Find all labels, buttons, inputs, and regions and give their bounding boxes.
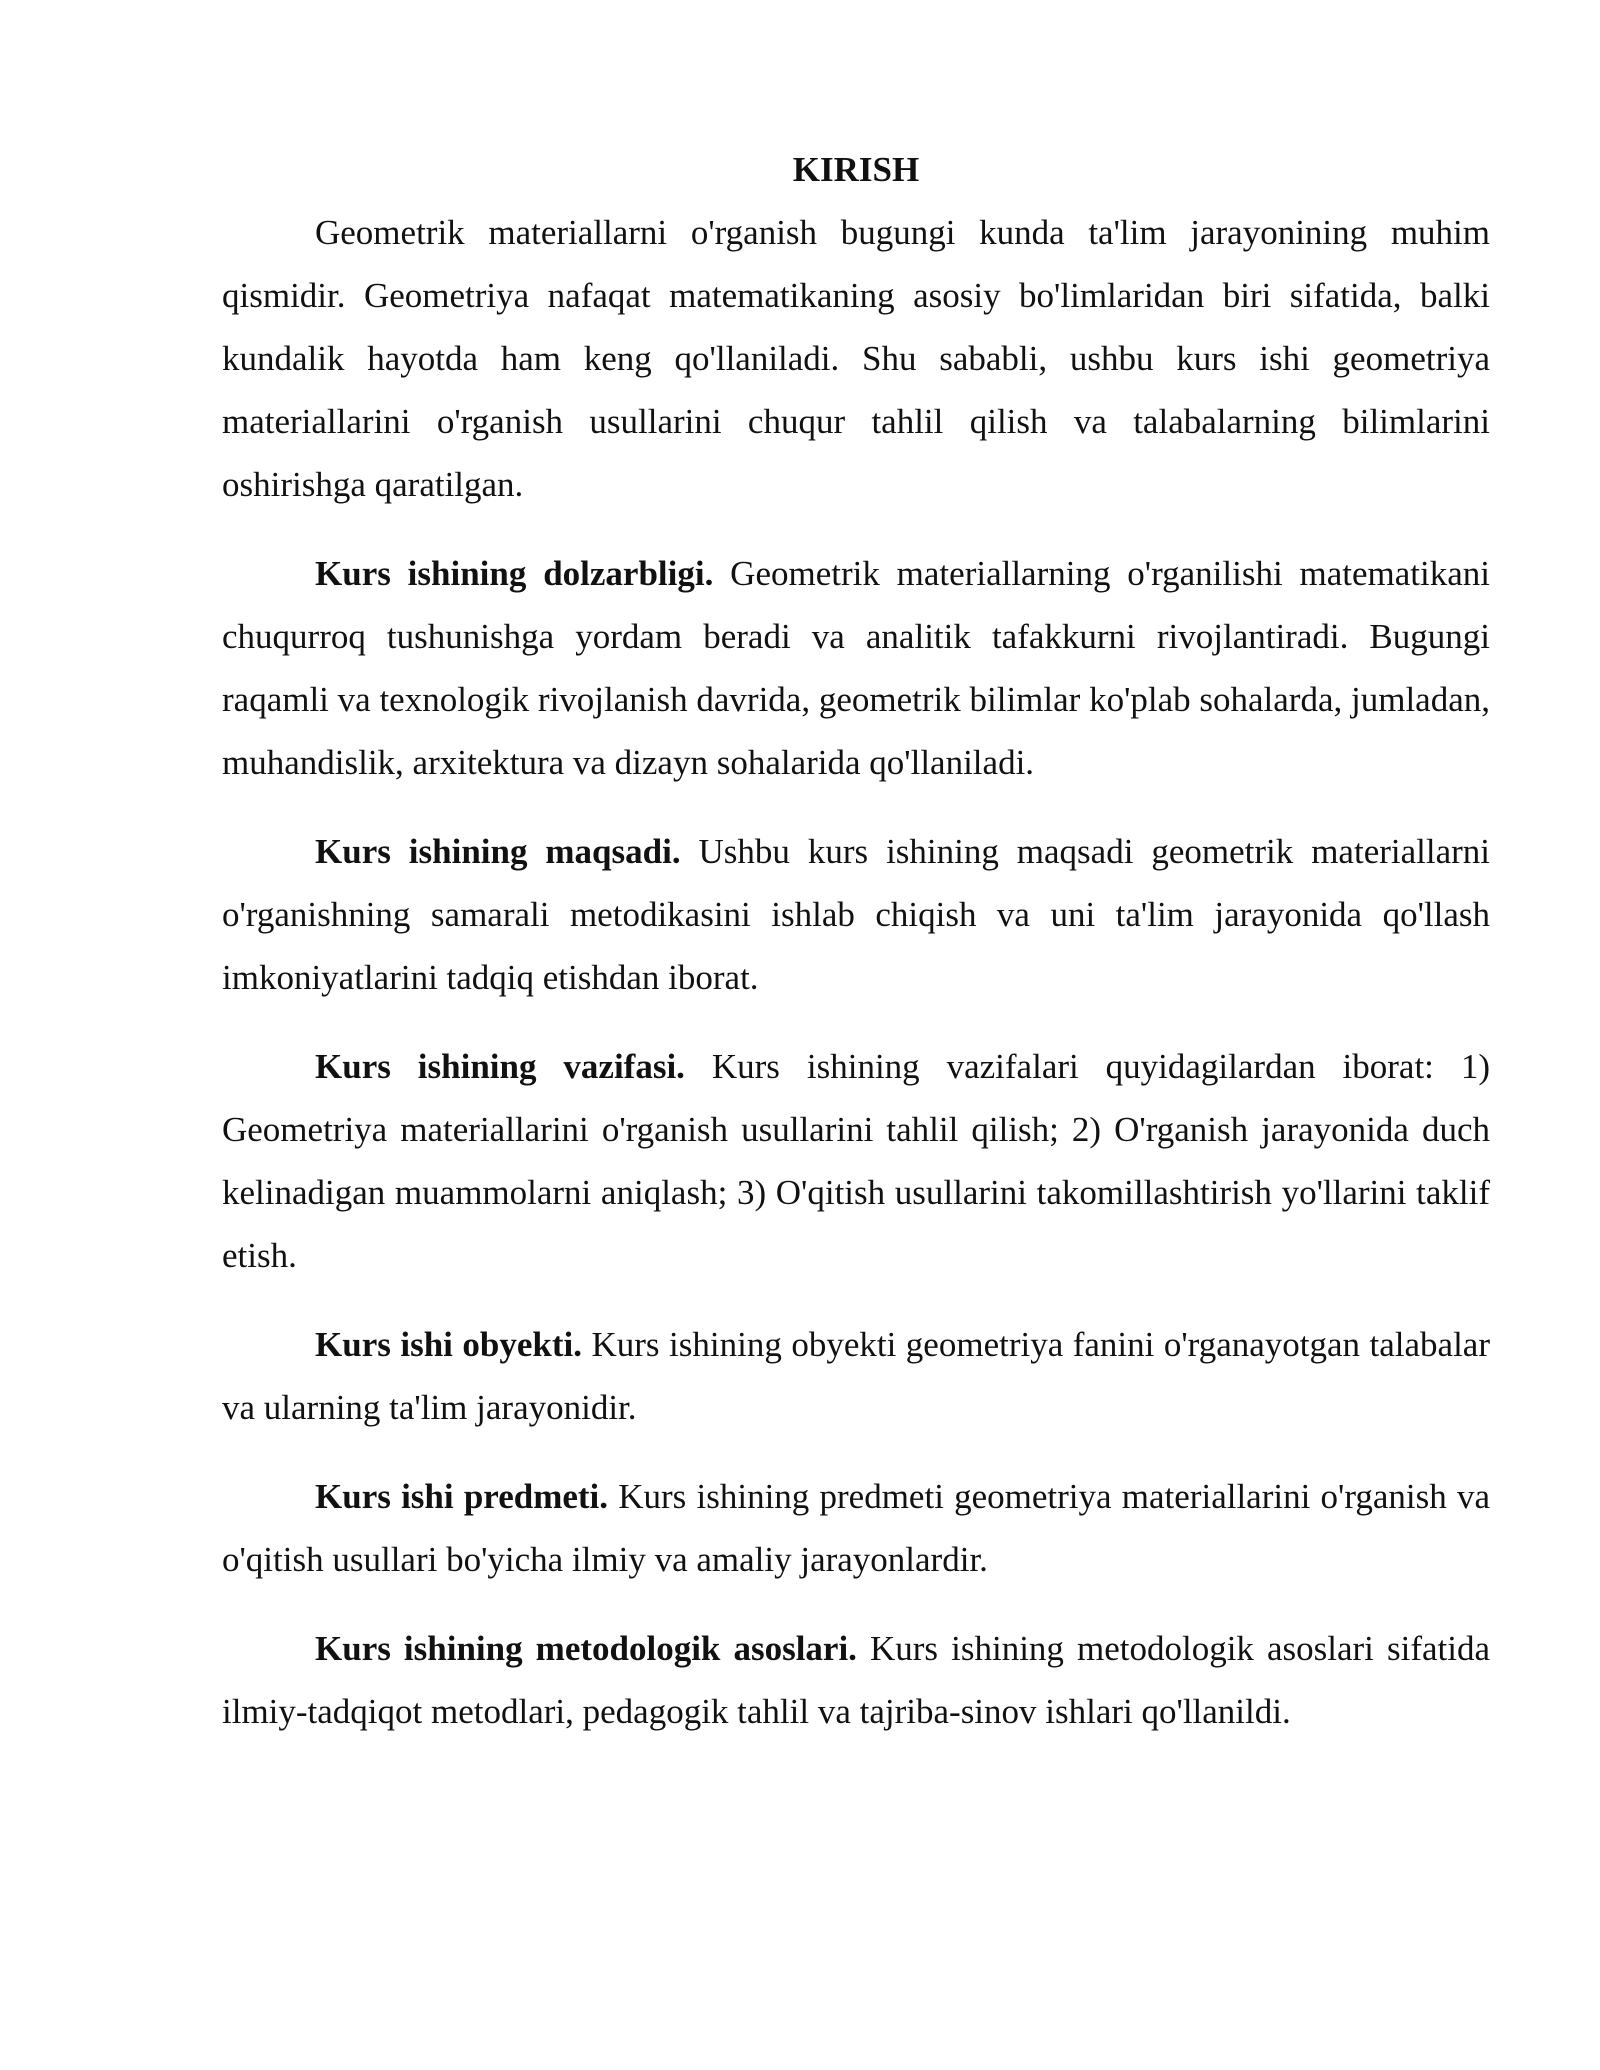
paragraph-heading: Kurs ishi predmeti. xyxy=(315,1477,609,1516)
paragraph-heading: Kurs ishi obyekti. xyxy=(315,1325,582,1364)
methodology-paragraph xyxy=(222,1617,1490,1743)
goal-paragraph xyxy=(222,820,1490,1009)
paragraph-text: Geometrik materiallarning o'rganilishi matematikani chuqurroq tushunishga yordam beradi va analitik tafakkurni rivojlantiradi. Bugungi raqamli va texnologik rivojlanish davrida, geometrik bilimlar ko'plab sohalarda, jumladan, muhandislik, arxitektura va dizayn sohalarida qo'llaniladi. xyxy=(222,554,1490,782)
paragraph-text: Kurs ishining obyekti geometriya fanini o'rganayotgan talabalar va ularning ta'lim jarayonidir. xyxy=(222,1325,1490,1427)
paragraph-heading: Kurs ishining vazifasi. xyxy=(315,1047,685,1086)
paragraph-text: Kurs ishining predmeti geometriya materiallarini o'rganish va o'qitish usullari bo'yicha ilmiy va amaliy jarayonlardir. xyxy=(222,1477,1490,1579)
intro-paragraph xyxy=(222,201,1490,516)
paragraph-text: Geometrik materiallarni o'rganish bugungi kunda ta'lim jarayonining muhim qismidir. Geometriya nafaqat matematikaning asosiy bo'limlaridan biri sifatida, balki kundalik hayotda ham keng qo'llaniladi. Shu sababli, ushbu kurs ishi geometriya materiallarini o'rganish usullarini chuqur tahlil qilish va talabalarning bilimlarini oshirishga qaratilgan. xyxy=(222,213,1490,504)
relevance-paragraph xyxy=(222,542,1490,794)
tasks-paragraph xyxy=(222,1035,1490,1287)
paragraph-heading: Kurs ishining dolzarbligi. xyxy=(315,554,714,593)
subject-paragraph xyxy=(222,1465,1490,1591)
paragraph-text: Kurs ishining vazifalari quyidagilardan iborat: 1) Geometriya materiallarini o'rganish usullarini tahlil qilish; 2) O'rganish jarayonida duch kelinadigan muammolarni aniqlash; 3) O'qitish usullarini takomillashtirish yo'llarini taklif etish. xyxy=(222,1047,1491,1275)
document-body xyxy=(222,138,1490,1769)
paragraph-text: Kurs ishining metodologik asoslari sifatida ilmiy-tadqiqot metodlari, pedagogik tahlil va tajriba-sinov ishlari qo'llanildi. xyxy=(222,1629,1490,1731)
object-paragraph xyxy=(222,1313,1490,1439)
paragraph-heading: Kurs ishining metodologik asoslari. xyxy=(315,1629,857,1668)
page-title: KIRISH xyxy=(792,150,920,189)
paragraph-text: Ushbu kurs ishining maqsadi geometrik materiallarni o'rganishning samarali metodikasini ishlab chiqish va uni ta'lim jarayonida qo'llash imkoniyatlarini tadqiq etishdan iborat. xyxy=(222,832,1491,997)
paragraph-heading: Kurs ishining maqsadi. xyxy=(315,832,681,871)
